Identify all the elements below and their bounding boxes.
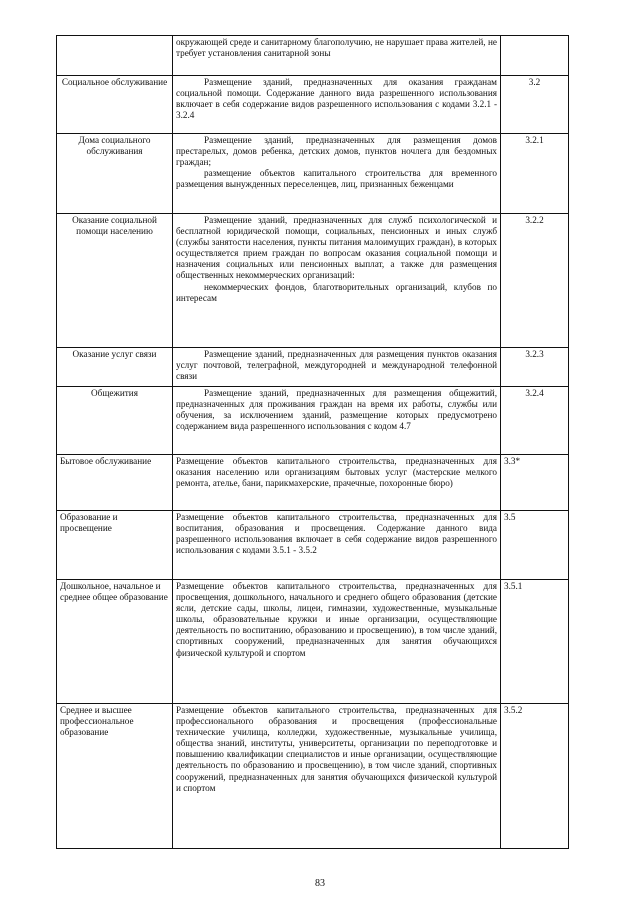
row-description [173, 348, 501, 387]
description-paragraph: Размещение зданий, предназначенных для размещения общежитий, предназначенных для проживания граждан на время их работы, службы или обучения, за исключением зданий, размещение которых предусмотрено содержанием вида разрешенного использования с кодом 4.7 [176, 388, 497, 432]
row-name: Бытовое обслуживание [57, 455, 173, 511]
description-paragraph: Размещение зданий, предназначенных для оказания гражданам социальной помощи. Содержание данного вида разрешенного использования включает в себя содержание видов разрешенного использования с кодами 3.2.1 - 3.2.4 [176, 77, 497, 121]
row-name: Общежития [57, 387, 173, 455]
row-description [173, 704, 501, 849]
page-number: 83 [315, 878, 325, 889]
row-description [173, 511, 501, 580]
row-description [173, 134, 501, 214]
table-row [57, 387, 569, 455]
row-code: 3.3* [501, 455, 569, 511]
row-name [57, 36, 173, 76]
row-description [173, 387, 501, 455]
description-paragraph: некоммерческих фондов, благотворительных организаций, клубов по интересам [176, 281, 497, 303]
row-code: 3.2.2 [501, 214, 569, 348]
row-description [173, 214, 501, 348]
row-code [501, 36, 569, 76]
row-description [173, 36, 501, 76]
description-paragraph: окружающей среде и санитарному благополучию, не нарушает права жителей, не требует установления санитарной зоны [176, 37, 497, 59]
row-code: 3.2.1 [501, 134, 569, 214]
row-name: Дома социального обслуживания [57, 134, 173, 214]
description-paragraph: Размещение зданий, предназначенных для размещения пунктов оказания услуг почтовой, телеграфной, междугородней и международной телефонной связи [176, 349, 497, 382]
table-row [57, 580, 569, 704]
row-name: Социальное обслуживание [57, 76, 173, 134]
land-use-table [56, 35, 569, 849]
row-name: Оказание социальной помощи населению [57, 214, 173, 348]
row-name: Оказание услуг связи [57, 348, 173, 387]
table-row [57, 76, 569, 134]
description-paragraph: Размещение объектов капитального строительства, предназначенных для просвещения, дошкольного, начального и среднего общего образования (детские ясли, детские сады, школы, лицеи, гимназии, художественные, музыкальные школы, образовательные кружки и иные организации, осуществляющие деятельность по воспитанию, образованию и просвещению), в том числе зданий, спортивных сооружений, предназначенных для занятия обучающихся физической культурой и спортом [176, 581, 497, 658]
description-paragraph: Размещение зданий, предназначенных для размещения домов престарелых, домов ребенка, детских домов, пунктов ночлега для бездомных граждан; [176, 135, 497, 168]
table-row [57, 214, 569, 348]
row-name: Дошкольное, начальное и среднее общее образование [57, 580, 173, 704]
row-code: 3.5.1 [501, 580, 569, 704]
row-code: 3.5 [501, 511, 569, 580]
row-description [173, 455, 501, 511]
row-name: Среднее и высшее профессиональное образование [57, 704, 173, 849]
description-paragraph: размещение объектов капитального строительства для временного размещения вынужденных переселенцев, лиц, признанных беженцами [176, 168, 497, 190]
row-description [173, 580, 501, 704]
row-description [173, 76, 501, 134]
table-row [57, 134, 569, 214]
row-code: 3.5.2 [501, 704, 569, 849]
description-paragraph: Размещение зданий, предназначенных для служб психологической и бесплатной юридической помощи, социальных, пенсионных и иных служб (службы занятости населения, пункты питания малоимущих граждан), в которых осуществляется прием граждан по вопросам оказания социальной помощи и назначения социальных или пенсионных выплат, а также для размещения общественных некоммерческих организаций: [176, 215, 497, 281]
table-row [57, 36, 569, 76]
table-row [57, 511, 569, 580]
row-code: 3.2.3 [501, 348, 569, 387]
description-paragraph: Размещение объектов капитального строительства, предназначенных для оказания населению или организациям бытовых услуг (мастерские мелкого ремонта, ателье, бани, парикмахерские, прачечные, похоронные бюро) [176, 456, 497, 489]
row-code: 3.2 [501, 76, 569, 134]
row-code: 3.2.4 [501, 387, 569, 455]
description-paragraph: Размещение объектов капитального строительства, предназначенных для профессионального образования и просвещения (профессиональные технические училища, колледжи, художественные, музыкальные училища, общества знаний, институты, университеты, организации по переподготовке и повышению квалификации специалистов и иные организации, осуществляющие деятельность по образованию и просвещению), в том числе зданий, спортивных сооружений, предназначенных для занятия обучающихся физической культурой и спортом [176, 705, 497, 793]
description-paragraph: Размещение объектов капитального строительства, предназначенных для воспитания, образования и просвещения. Содержание данного вида разрешенного использования включает в себя содержание видов разрешенного использования с кодами 3.5.1 - 3.5.2 [176, 512, 497, 556]
table-row [57, 455, 569, 511]
table-row [57, 348, 569, 387]
row-name: Образование и просвещение [57, 511, 173, 580]
table-row [57, 704, 569, 849]
